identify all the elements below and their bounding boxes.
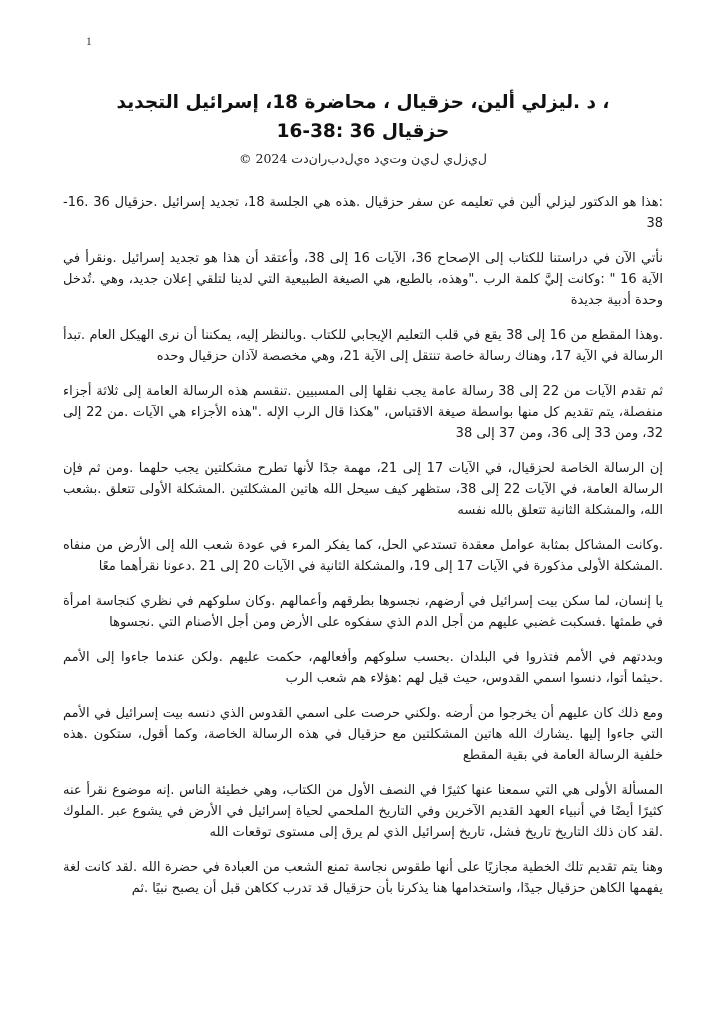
body-paragraph: :هذا هو الدكتور ليزلي ألين في تعليمه عن سفر حزقيال .هذه هي الجلسة 18، تجديد إسرائيل .حزقيال 36 .16-38 xyxy=(63,195,664,231)
body-paragraph: .وكانت المشاكل بمثابة عوامل معقدة تستدعي الحل، كما يفكر المرء في عودة شعب الله إلى الأرض من منفاه .المشكلة الأولى مذكورة في الآيات 17 إلى 19، والمشكلة الثانية في الآيات 20 إلى 21 .دعونا نقرأهما معًا xyxy=(63,538,663,574)
body-paragraph: ومع ذلك كان عليهم أن يخرجوا من أرضه .ولكني حرصت على اسمي القدوس الذي دنسه بيت إسرائيل في الأمم التي جاءوا إليها .يشارك الله هاتين المشكلتين مع حزقيال في هذه الرسالة الخاصة، وكما أقول، ستكون .هذه خلفية الرسالة العامة في بقية المقطع xyxy=(63,706,663,763)
body-paragraph: يا إنسان، لما سكن بيت إسرائيل في أرضهم، نجسوها بطرقهم وأعمالهم .وكان سلوكهم في نظري كنجاسة امرأة في طمثها .فسكبت غضبي عليهم من أجل الدم الذي سفكوه على الأرض ومن أجل الأصنام التي .نجسوها xyxy=(63,594,663,630)
body-paragraph: .وهذا المقطع من 16 إلى 38 يقع في قلب التعليم الإيجابي للكتاب .وبالنظر إليه، يمكننا أن نرى الهيكل العام .تبدأ الرسالة في الآية 17، وهناك رسالة خاصة تنتقل إلى الآية 21، وهي مخصصة لآذان حزقيال وحده xyxy=(63,328,663,364)
body-paragraph: إن الرسالة الخاصة لحزقيال، في الآيات 17 إلى 21، مهمة جدًا لأنها تطرح مشكلتين يجب حلهما .ومن ثم فإن الرسالة العامة، في الآيات 22 إلى 38، ستظهر كيف سيحل الله هاتين المشكلتين .المشكلة الأولى تتعلق .بشعب الله، والمشكلة الثانية تتعلق بالله نفسه xyxy=(63,461,663,518)
document-header xyxy=(63,88,663,169)
body-paragraph: المسألة الأولى هي التي سمعنا عنها كثيرًا في النصف الأول من الكتاب، وهي خطيئة الناس .إنه موضوع نقرأ عنه كثيرًا أيضًا في أنبياء العهد القديم الآخرين وفي التاريخ الملحمي لحياة إسرائيل في الأرض في يشوع عبر .الملوك .لقد كان ذلك التاريخ تاريخ فشل، تاريخ إسرائيل الذي لم يرق إلى مستوى توقعات الله xyxy=(63,783,663,840)
body-paragraph: نأتي الآن في دراستنا للكتاب إلى الإصحاح 36، الآيات 16 إلى 38، وأعتقد أن هذا هو تجديد إسرائيل .ونقرأ في الآية 16 " :وكانت إليَّ كلمة الرب ."وهذه، بالطبع، هي الصيغة الطبيعية التي لدينا لتلقي إعلان جديد، وهي .تُدخل وحدة أدبية جديدة xyxy=(63,251,663,308)
document-body xyxy=(63,192,663,913)
body-paragraph: وبددتهم في الأمم فتذروا في البلدان .بحسب سلوكهم وأفعالهم، حكمت عليهم .ولكن عندما جاءوا إلى الأمم .حيثما أتوا، دنسوا اسمي القدوس، حيث قيل لهم :هؤلاء هم شعب الرب xyxy=(63,650,663,686)
document-title-line-2: حزقيال 36 :38-16 xyxy=(276,121,450,142)
body-paragraph: ثم تقدم الآيات من 22 إلى 38 رسالة عامة يجب نقلها إلى المسبيين .تنقسم هذه الرسالة العامة إلى ثلاثة أجزاء منفصلة، يتم تقديم كل منها بواسطة صيغة الاقتباس، "هكذا قال الرب الإله ."هذه الأجزاء هي الآيات .من 22 إلى 32، ومن 33 إلى 36، ومن 37 إلى 38 xyxy=(63,384,663,441)
page-number: 1 xyxy=(86,36,92,48)
body-paragraph: وهنا يتم تقديم تلك الخطية مجازيًا على أنها طقوس نجاسة تمنع الشعب من العبادة في حضرة الله .لقد كانت لغة يفهمها الكاهن حزقيال جيدًا، واستخدامها هنا يذكرنا بأن حزقيال قد تدرب ككاهن قبل أن يصبح نبيًا .ثم xyxy=(63,860,663,896)
copyright-line: ل‌ي‌ز‌ل‌ي ل‌ي‌ن و‌ت‌ي‌د ه‌ي‌ل‌د‌ب‌ر‌ا‌ن‌د‌ت 2024 © xyxy=(239,151,487,166)
document-title-line-1: ، د .ليزلي ألين، حزقيال ، محاضرة 18، إسرائيل التجديد xyxy=(116,92,610,113)
